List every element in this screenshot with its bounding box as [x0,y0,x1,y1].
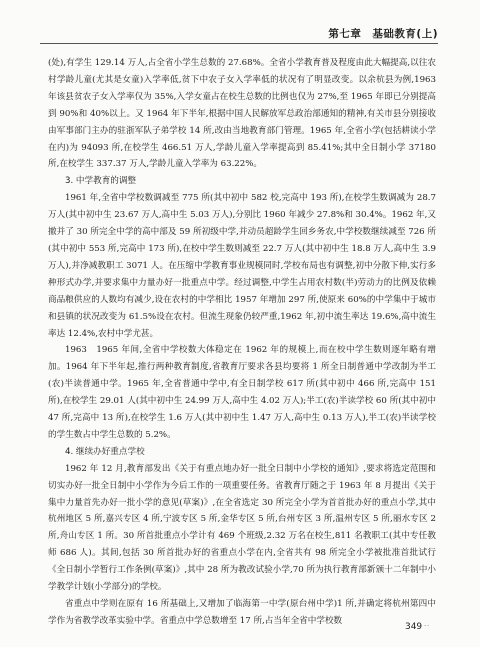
paragraph-primary-school-stats: (处),有学生 129.14 万人,占全省小学生总数的 27.68%。全省小学教育普及程度由此大幅提高,以往农村学龄儿童(尤其是女童)入学率低,贫下中农子女入学率低的状况有了明显改变。以余杭县为例,1963 年该县贫农子女入学率仅为 35%,入学女童占在校生总数的比例也仅为 27%,至 1965 年即已分别提高到 90%和 40%以上。又 1964 年下半年,根据中国人民解放军总政治部通知的精神,有关市县分别接收由军事部门主办的驻浙军队子弟学校 14 所,改由当地教育部门管理。1965 年,全省小学(包括耕读小学在内)为 94093 所,在校学生 466.51 万人,学龄儿童入学率提高到 85.41%;其中全日制小学 37180 所,在校学生 337.37 万人,学龄儿童入学率为 63.22%。 [48,58,436,170]
section-heading-middle-school-adjustment: 3. 中学教育的调整 [65,176,137,187]
running-head: 第七章 基础教育(上) [328,28,438,40]
page-mark: ·· [424,623,430,630]
paragraph-1963-1965: 1963 1965 年间,全省中学校数大体稳定在 1962 年的规模上,而在校中学生数则逐年略有增加。1964 年下半年起,推行两种教育制度,省教育厅要求各县均要将 1 所全日制普通中学改制为半工(农)半读普通中学。1965 年,全省普通中学中,有全日制学校 617 所(其中初中 466 所,完高中 151 所),在校学生 29.01 人(其中初中生 24.99 万人,高中生 4.02 万人);半工(农)半读学校 60 所(其中初中 47 所,完高中 13 所),在校学生 1.6 万人(其中初中生 1.47 万人,高中生 0.13 万人),半工(农)半读学校的学生数占中学生总数的 5.2%。 [48,345,436,440]
section-heading-key-schools: 4. 继续办好重点学校 [65,446,145,457]
body-text [48,55,436,630]
paragraph-1961-1962-adjustment: 1961 年,全省中学校数调减至 775 所(其中初中 582 校,完高中 193 所),在校学生数调减为 28.7 万人(其中初中生 23.67 万人,高中生 5.03 万人),分别比 1960 年减少 27.8%和 30.4%。1962 年,又撤并了 30 所完全中学的高中部及 59 所初级中学,并动员超龄学生回乡务农,中学校数继续减至 726 所(其中初中 553 所,完高中 173 所),在校中学生数则减至 22.7 万人(其中初中生 18.8 万人,高中生 3.9 万人),并净减教职工 3071 人。在压缩中学教育事业规模同时,学校布局也有调整,初中分散下伸,实行多种形式办学,并要求集中力量办好一批重点中学。经过调整,中学生占用农村数(半)劳动力的比例及依赖商品粮供应的人数均有减少,设在农村的中学相比 1957 年增加 297 所,使原来 60%的中学集中于城市和县镇的状况改变为 61.5%设在农村。但流生现象仍较严重,1962 年,初中流生率达 19.6%,高中流生率达 12.4%,农村中学尤甚。 [48,193,436,339]
page-number: 349 [404,622,423,632]
paragraph-key-primary-schools: 1962 年 12 月,教育部发出《关于有重点地办好一批全日制中小学校的通知》,要求将选定范围和切实办好一批全日制中小学作为今后工作的一项重要任务。省教育厅随之于 1963 年 8 月提出《关于集中力量首先办好一批小学的意见(草案)》,在全省选定 30 所完全小学为首首批办好的重点小学,其中杭州地区 5 所,嘉兴专区 4 所,宁波专区 5 所,金华专区 5 所,台州专区 3 所,温州专区 5 所,丽水专区 2 所,舟山专区 1 所。30 所首批重点小学计有 469 个班级,2.32 万名在校生,811 名教职工(其中专任教师 686 人)。其间,包括 30 所首批办好的省重点小学在内,全省共有 98 所完全小学被批准首批试行《全日制小学暂行工作条例(草案)》,其中 28 所为教改试验小学,70 所为执行教育部新颁十二年制中小学教学计划(小学部分)的学校。 [48,463,436,593]
header-rule [40,43,438,44]
paragraph-key-middle-schools: 省重点中学则在原有 16 所基础上,又增加了临海第一中学(原台州中学)1 所,并确定将杭州第四中学作为省教学改革实验中学。省重点中学总数增至 17 所,占当年全省中学校数 [48,599,436,626]
page-footer [405,622,430,632]
